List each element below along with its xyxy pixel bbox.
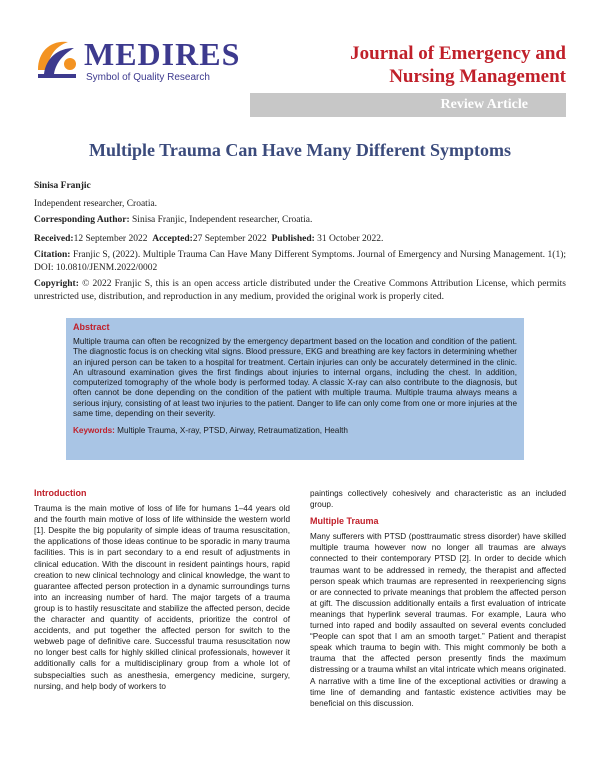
publisher-logo — [34, 34, 241, 90]
article-dates — [34, 233, 566, 246]
published-value: 31 October 2022. — [317, 234, 384, 244]
copyright — [34, 278, 566, 304]
abstract-box — [66, 318, 524, 460]
keywords-label: Keywords: — [73, 426, 115, 436]
published-label: Published: — [271, 234, 315, 244]
copyright-value: © 2022 Franjic S, this is an open access article distributed under the Creative Commons Attribution License, which permits unrestricted use, distribution, and reproduction in any medium, provided the original work is properly cited. — [34, 279, 566, 302]
received-value: 12 September 2022 — [73, 234, 148, 244]
corresponding-label: Corresponding Author: — [34, 215, 130, 225]
author-affiliation: Independent researcher, Croatia. — [34, 199, 158, 209]
article-type-bar — [250, 93, 566, 117]
author-name: Sinisa Franjic — [34, 181, 91, 191]
received-label: Received: — [34, 234, 74, 244]
right-column — [310, 488, 566, 709]
accepted-value: 27 September 2022 — [192, 234, 267, 244]
accepted-label: Accepted: — [152, 234, 193, 244]
abstract-heading: Abstract — [73, 322, 110, 332]
introduction-continued: paintings collectively cohesively and characteristic as an included group. — [310, 489, 566, 510]
copyright-label: Copyright: — [34, 279, 79, 289]
abstract-text: Multiple trauma can often be recognized by the emergency department based on the location and condition of the patient. The diagnostic focus is on checking vital signs. Blood pressure, EKG and breathing are key factors in determining whether an injured person can be taken to a hospital for treatment. Certain injuries can only be accurately determined in the clinic. An ultrasound examination gives the first findings about injuries to internal organs, including the chest. In addition, computerized tomography of the whole body is performed today. A classic X-ray can also contribute to the diagnosis, but often cannot be done depending on the condition of the patient with multiple trauma. Multiple trauma always means a serious injury, consisting of at least two injuries to the patient. Danger to life can only come from one or more injuries at the same time, depending on their severity. — [73, 337, 517, 419]
multiple-trauma-paragraph: Many sufferers with PTSD (posttraumatic stress disorder) have skilled multiple trauma however now no longer all traumas are always connected to their contemporary PTSD [2]. In order to decide which traumas want to be addressed in remedy, the therapist and affected person speak which traumas are represented in reexperiencing signs or are connected to private meanings that problem the affected person at gift. The discussion additionally entails a first evaluation of intricate meanings that hyperlink several traumas. For example, Laura who turned into raped and bodily assaulted on several events concluded “People can spot that I am an smooth target.” Patient and therapist speak which trauma to begin with. This might commonly be both a trauma that the affected person presently finds the maximum distressing or a trauma whilst an vital intricate which means originated. A narrative with a time line of the exceptional activities or drawing a time line of demanding and fantastic existence activities may be beneficial on this discussion. — [310, 532, 566, 708]
introduction-paragraph: Trauma is the main motive of loss of life for humans 1–44 years old and the fourth main motive of loss of life withinside the western world [1]. Despite the big popularity of simple ideas of trauma resuscitation, the applications of those ideas continue to be sporadic in many trauma facilities. This is in part secondary to a end result of adjustments in clinical education. With the discount in resident paintings hours, rapid creation to new clinical technology and clinical knowledge, the want to guarantee affected person protection in a dynamic surroundings turns into an increasing number of hard. The major targets of a trauma group is to hastily resuscitate and stabilize the affected person, decide the character and quantity of accidents, prioritize the control of accidents, and put together the affected person for switch to the webweb page of definitive care. Successful trauma resuscitation now no longer best calls for highly skilled clinical professionals, however it additionally calls for a multidisciplinary group from a whole lot of subspecialties such as anesthesia, emergency medicine, surgery, nursing, and help body of workers to — [34, 504, 290, 691]
keywords — [73, 426, 517, 435]
citation-value: Franjic S, (2022). Multiple Trauma Can Have Many Different Symptoms. Journal of Emergency and Nursing Management. 1(1); DOI: 10.0810/JENM.2022/0002 — [34, 250, 566, 273]
corresponding-value: Sinisa Franjic, Independent researcher, Croatia. — [132, 215, 313, 225]
introduction-heading: Introduction — [34, 488, 87, 498]
paper-title: Multiple Trauma Can Have Many Different Symptoms — [89, 140, 511, 160]
corresponding-author — [34, 214, 566, 227]
left-column — [34, 488, 290, 692]
medires-logo-icon — [34, 34, 80, 82]
citation-label: Citation: — [34, 250, 71, 260]
logo-tagline: Symbol of Quality Research — [86, 72, 210, 83]
multiple-trauma-heading: Multiple Trauma — [310, 516, 379, 527]
logo-name: MEDIRES — [84, 36, 241, 72]
journal-title: Journal of Emergency and Nursing Management — [350, 43, 566, 87]
keywords-value: Multiple Trauma, X-ray, PTSD, Airway, Retraumatization, Health — [117, 426, 348, 436]
citation — [34, 249, 566, 275]
article-type: Review Article — [440, 97, 528, 112]
